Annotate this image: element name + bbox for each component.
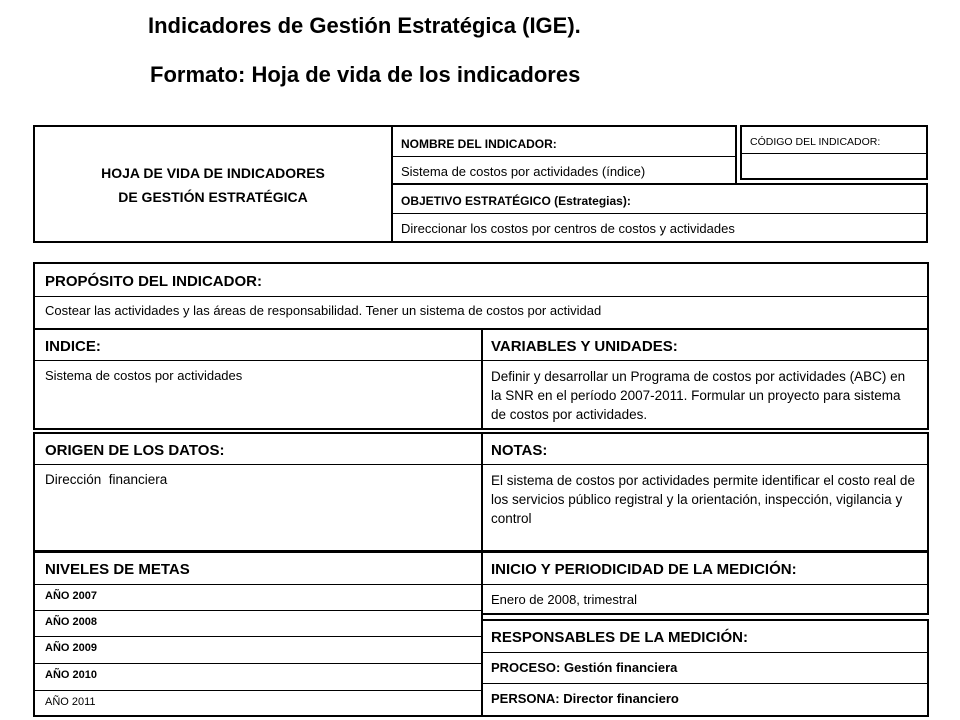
measurement-start-label: INICIO Y PERIODICIDAD DE LA MEDICIÓN: xyxy=(491,561,797,578)
page-title: Indicadores de Gestión Estratégica (IGE). xyxy=(148,13,581,38)
goal-year-2010: AÑO 2010 xyxy=(45,669,97,681)
strategic-objective-value: Direccionar los costos por centros de costos y actividades xyxy=(401,221,735,236)
sheet-heading-line1: HOJA DE VIDA DE INDICADORES xyxy=(101,165,325,181)
data-origin-value: Dirección financiera xyxy=(45,472,168,487)
page-subtitle: Formato: Hoja de vida de los indicadores xyxy=(150,62,581,87)
responsibles-label: RESPONSABLES DE LA MEDICIÓN: xyxy=(491,629,748,646)
purpose-label: PROPÓSITO DEL INDICADOR: xyxy=(45,273,262,290)
purpose-value: Costear las actividades y las áreas de responsabilidad. Tener un sistema de costos por actividad xyxy=(45,303,602,318)
notes-value: El sistema de costos por actividades permite identificar el costo real de los servicios público registral y la orientación, inspección, vigilancia y control xyxy=(491,473,915,526)
responsible-person: PERSONA: Director financiero xyxy=(491,691,679,706)
measurement-start-value: Enero de 2008, trimestral xyxy=(491,592,637,607)
variables-label: VARIABLES Y UNIDADES: xyxy=(491,338,678,355)
goal-year-2008: AÑO 2008 xyxy=(45,616,97,628)
notes-label: NOTAS: xyxy=(491,442,548,459)
responsibles-box xyxy=(481,619,929,717)
sheet-heading-line2: DE GESTIÓN ESTRATÉGICA xyxy=(118,189,308,205)
index-label: INDICE: xyxy=(45,338,101,355)
indicator-code-label: CÓDIGO DEL INDICADOR: xyxy=(750,136,881,148)
responsible-process: PROCESO: Gestión financiera xyxy=(491,660,678,675)
goal-year-2011: AÑO 2011 xyxy=(45,696,96,708)
strategic-objective-label: OBJETIVO ESTRATÉGICO (Estrategias): xyxy=(401,194,631,208)
indicator-name-box xyxy=(391,125,737,185)
goal-year-2009: AÑO 2009 xyxy=(45,642,97,654)
notes-box xyxy=(481,432,929,552)
goal-levels-label: NIVELES DE METAS xyxy=(45,561,190,578)
goal-year-2007: AÑO 2007 xyxy=(45,590,97,602)
strategic-objective-box xyxy=(391,183,928,243)
index-value: Sistema de costos por actividades xyxy=(45,368,243,383)
variables-box xyxy=(481,328,929,430)
measurement-start-box xyxy=(481,551,929,615)
index-box xyxy=(33,328,483,430)
sheet-heading-box xyxy=(33,125,393,243)
indicator-name-value: Sistema de costos por actividades (índice) xyxy=(401,164,646,179)
purpose-box xyxy=(33,262,929,330)
goal-levels-box xyxy=(33,551,483,717)
indicator-name-label: NOMBRE DEL INDICADOR: xyxy=(401,137,557,151)
indicator-code-box xyxy=(740,125,928,180)
data-origin-label: ORIGEN DE LOS DATOS: xyxy=(45,442,225,459)
data-origin-box xyxy=(33,432,483,552)
variables-value: Definir y desarrollar un Programa de costos por actividades (ABC) en la SNR en el período 2007-2011. Formular un proyecto para sistema de costos por actividades. xyxy=(491,369,906,422)
